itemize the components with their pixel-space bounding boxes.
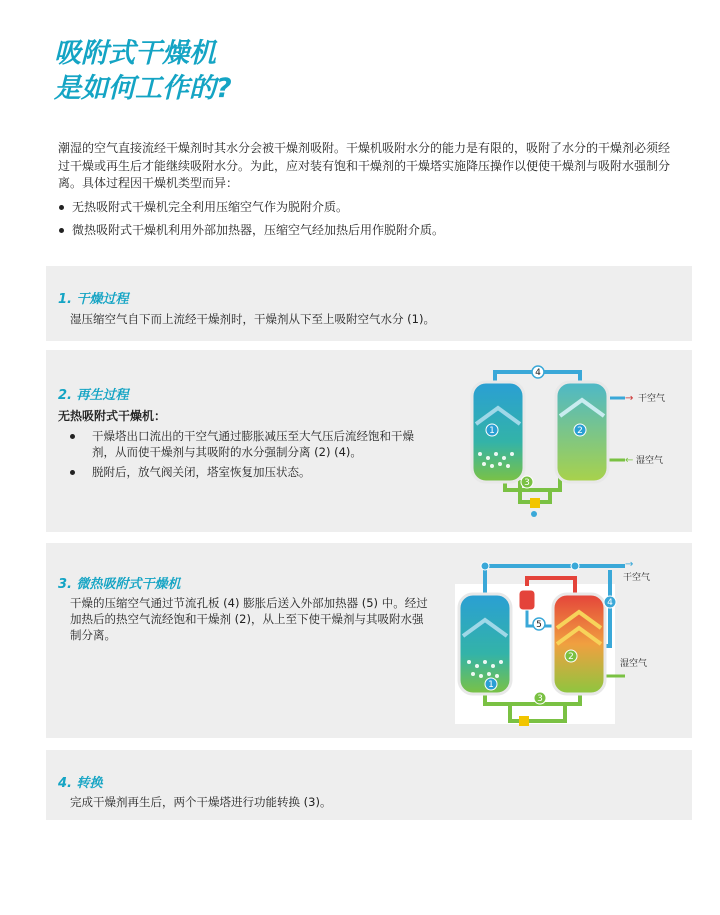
section-text: 干燥的压缩空气通过节流孔板 (4) 膨胀后送入外部加热器 (5) 中。经过加热后的热空气流经饱和干燥剂 (2)，从上至下使干燥剂与其吸附水强制分离。: [70, 596, 428, 642]
dry-air-label: 干空气: [638, 394, 666, 404]
valve-icon: [530, 498, 540, 508]
section-text: 完成干燥剂再生后，两个干燥塔进行功能转换 (3)。: [70, 795, 332, 809]
valve-icon: [481, 562, 489, 570]
section-body: [58, 408, 418, 484]
drain-drop-icon: [531, 511, 537, 517]
section-bullet-list: [78, 428, 418, 480]
tower-2: [553, 594, 605, 694]
intro-section: [58, 140, 670, 246]
marker-3-label: 3: [537, 694, 543, 704]
valve-icon: [571, 562, 579, 570]
heater-icon: [519, 590, 535, 610]
marker-2-label: 2: [577, 426, 583, 436]
section-bullet: 干燥塔出口流出的干空气通过膨胀减压至大气压后流经饱和干燥剂，从而使干燥剂与其吸附的水分强制分离 (2) (4)。: [78, 428, 418, 460]
marker-4-label: 4: [535, 368, 541, 378]
intro-bullet-list: [58, 199, 670, 240]
intro-paragraph: 潮湿的空气直接流经干燥剂时其水分会被干燥剂吸附。干燥机吸附水分的能力是有限的，吸附了水分的干燥剂必须经过干燥或再生后才能继续吸附水分。为此，应对装有饱和干燥剂的干燥塔实施降压操作以便使干燥剂与吸附水强制分离。具体过程因干燥机类型而异：: [58, 141, 671, 190]
title-line-2: 是如何工作的?: [54, 73, 232, 104]
marker-2-label: 2: [568, 652, 574, 662]
marker-5-label: 5: [536, 620, 542, 630]
arrow-icon: →: [625, 559, 634, 570]
heatless-dryer-diagram: [460, 362, 680, 528]
tower-1: [459, 594, 511, 694]
section-heading: 4. 转换: [58, 776, 103, 791]
marker-1-label: 1: [489, 426, 495, 436]
section-heading: 3. 微热吸附式干燥机: [58, 577, 181, 592]
section-heading: 1. 干燥过程: [58, 292, 129, 307]
section-bullet: 脱附后，放气阀关闭，塔室恢复加压状态。: [78, 464, 418, 480]
page-title: [54, 36, 232, 106]
wet-air-label: 湿空气: [620, 659, 648, 669]
marker-4-label: 4: [607, 598, 613, 608]
arrow-icon: →: [625, 393, 634, 404]
intro-bullet: 微热吸附式干燥机利用外部加热器，压缩空气经加热后用作脱附介质。: [58, 222, 670, 240]
section-subheading: 无热吸附式干燥机：: [58, 409, 167, 423]
dry-air-label: 干空气: [623, 573, 651, 583]
marker-3-label: 3: [524, 478, 530, 488]
section-heading: 2. 再生过程: [58, 388, 129, 403]
arrow-icon: ←: [625, 455, 634, 466]
panel-switch: [46, 750, 692, 820]
valve-icon: [519, 716, 529, 726]
wet-air-label: 湿空气: [636, 456, 664, 466]
heated-dryer-diagram: [455, 556, 685, 734]
title-line-1: 吸附式干燥机: [54, 38, 216, 69]
panel-drying: [46, 266, 692, 341]
marker-1-label: 1: [488, 680, 494, 690]
section-text: 湿压缩空气自下而上流经干燥剂时，干燥剂从下至上吸附空气水分 (1)。: [70, 312, 435, 326]
intro-bullet: 无热吸附式干燥机完全利用压缩空气作为脱附介质。: [58, 199, 670, 217]
